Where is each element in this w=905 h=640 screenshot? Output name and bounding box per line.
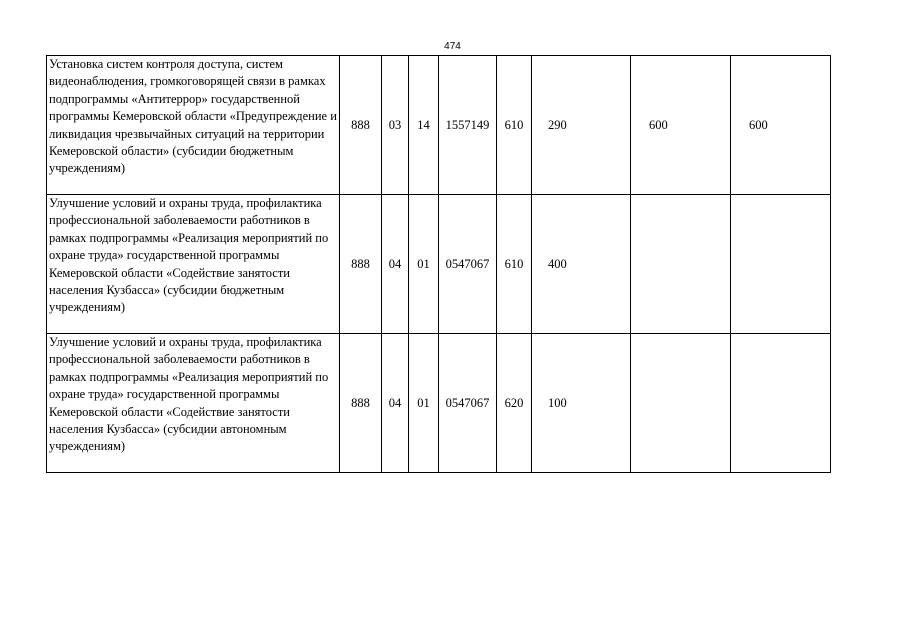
page-number: 474 bbox=[444, 41, 461, 52]
table-row bbox=[47, 334, 831, 473]
amount-value: 100 bbox=[548, 395, 567, 410]
amount-year-2 bbox=[631, 195, 731, 334]
amount-year-3 bbox=[731, 334, 831, 473]
ministry-code: 888 bbox=[340, 334, 382, 473]
target-item-code: 0547067 bbox=[439, 195, 497, 334]
section-code: 04 bbox=[382, 334, 409, 473]
amount-value: 600 bbox=[649, 117, 668, 132]
ministry-code: 888 bbox=[340, 56, 382, 195]
section-code: 04 bbox=[382, 195, 409, 334]
row-description: Улучшение условий и охраны труда, профилактика профессиональной заболеваемости работников в рамках подпрограммы «Реализация мероприятий по охране труда» государственной программы Кемеровской области «Содействие занятости населения Кузбасса» (субсидии автономным учреждениям) bbox=[47, 334, 340, 473]
amount-year-1 bbox=[532, 195, 631, 334]
subsection-code: 01 bbox=[409, 334, 439, 473]
expense-type-code: 620 bbox=[497, 334, 532, 473]
subsection-code: 01 bbox=[409, 195, 439, 334]
amount-year-2 bbox=[631, 334, 731, 473]
amount-year-1 bbox=[532, 56, 631, 195]
amount-year-2 bbox=[631, 56, 731, 195]
ministry-code: 888 bbox=[340, 195, 382, 334]
target-item-code: 1557149 bbox=[439, 56, 497, 195]
table-row bbox=[47, 56, 831, 195]
expense-type-code: 610 bbox=[497, 195, 532, 334]
amount-year-1 bbox=[532, 334, 631, 473]
section-code: 03 bbox=[382, 56, 409, 195]
amount-year-3 bbox=[731, 56, 831, 195]
target-item-code: 0547067 bbox=[439, 334, 497, 473]
amount-year-3 bbox=[731, 195, 831, 334]
row-description: Установка систем контроля доступа, систем видеонаблюдения, громкоговорящей связи в рамках подпрограммы «Антитеррор» государственной программы Кемеровской области «Предупреждение и ликвидация чрезвычайных ситуаций на территории Кемеровской области» (субсидии бюджетным учреждениям) bbox=[47, 56, 340, 195]
expense-type-code: 610 bbox=[497, 56, 532, 195]
amount-value: 290 bbox=[548, 117, 567, 132]
row-description: Улучшение условий и охраны труда, профилактика профессиональной заболеваемости работников в рамках подпрограммы «Реализация мероприятий по охране труда» государственной программы Кемеровской области «Содействие занятости населения Кузбасса» (субсидии бюджетным учреждениям) bbox=[47, 195, 340, 334]
amount-value: 600 bbox=[749, 117, 768, 132]
subsection-code: 14 bbox=[409, 56, 439, 195]
table-row bbox=[47, 195, 831, 334]
amount-value: 400 bbox=[548, 256, 567, 271]
budget-table bbox=[46, 55, 831, 473]
